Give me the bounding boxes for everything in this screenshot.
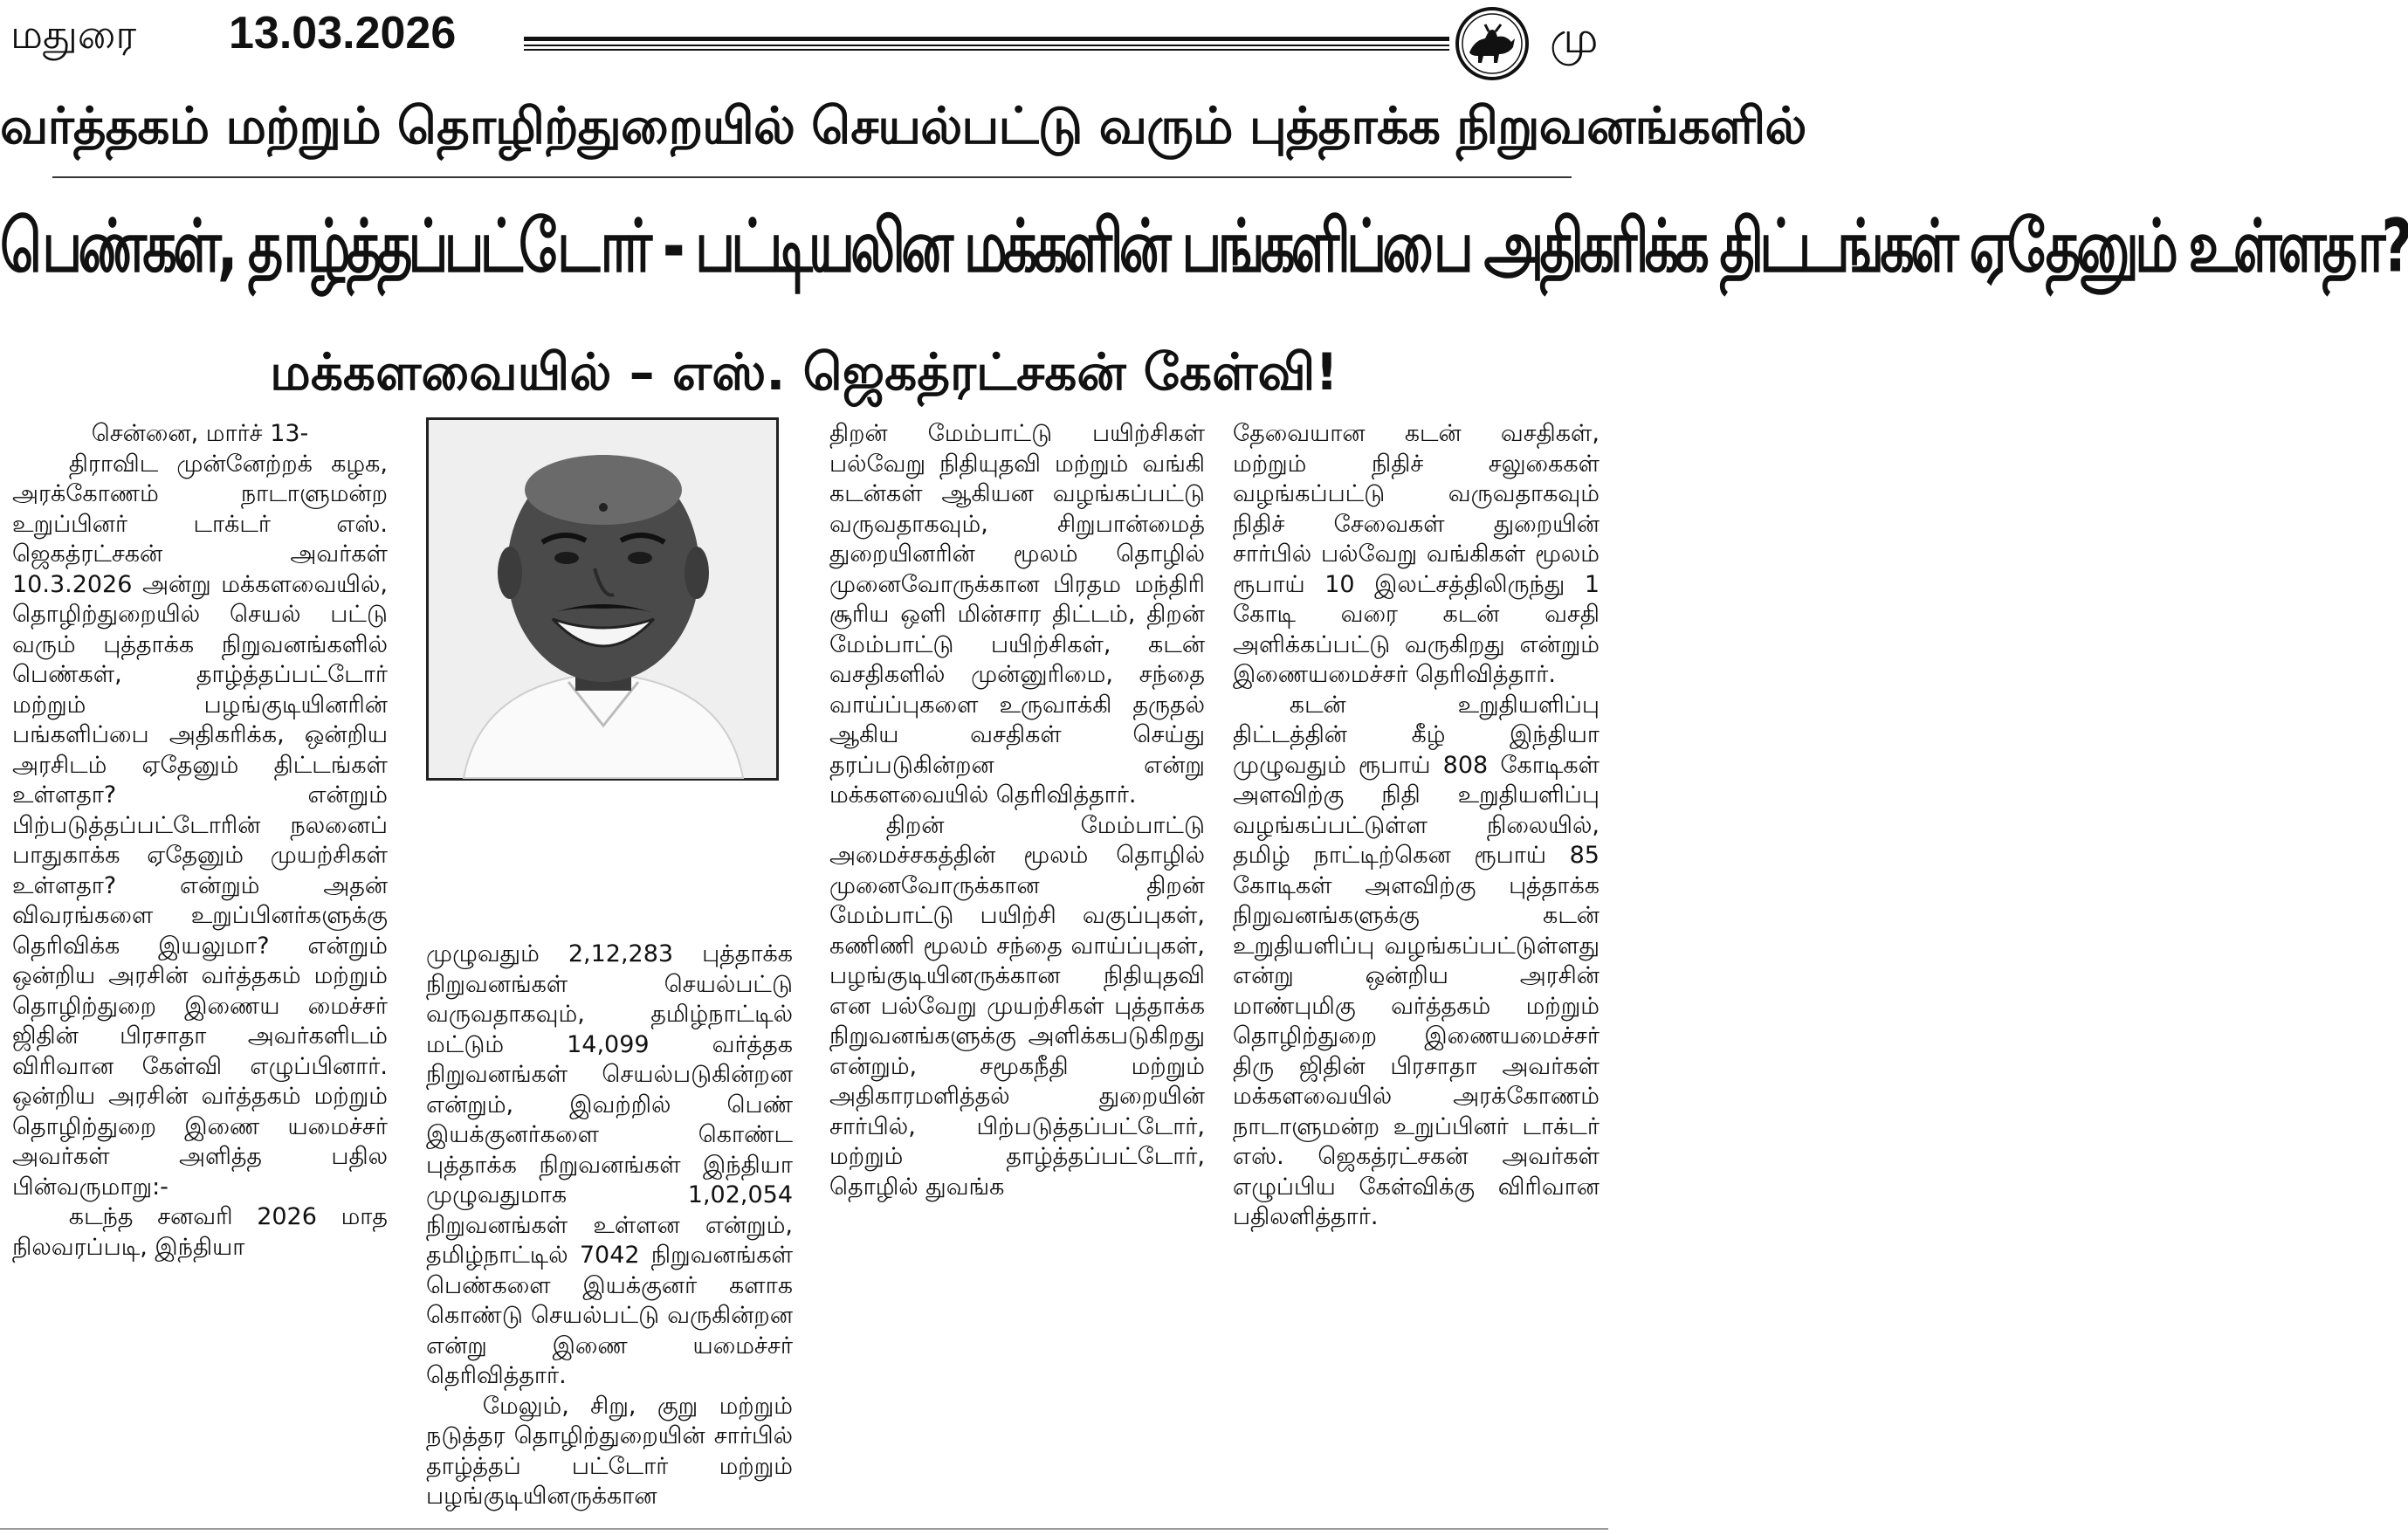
masthead-end-text: மு (1550, 12, 1599, 63)
masthead-rule (524, 37, 1449, 51)
dateline: சென்னை, மார்ச் 13- (91, 420, 309, 447)
paragraph: முழுவதும் 2,12,283 புத்தாக்க நிறுவனங்கள் செயல்பட்டு வருவதாகவும், தமிழ்நாட்டில் மட்டும் 14,099 வர்த்தக நிறுவனங்கள் செயல்படுகின்றன என்றும், இவற்றில் பெண் இயக்குனர்களை கொண்ட புத்தாக்க நிறுவனங்கள் இந்தியா முழுவதுமாக 1,02,054 நிறுவனங்கள் உள்ளன என்றும், தமிழ்நாட்டில் 7042 நிறுவனங்கள் பெண்களை இயக்குனர் களாக கொண்டு செயல்பட்டு வருகின்றன என்று இணை யமைச்சர் தெரிவித்தார். (426, 940, 793, 1389)
paragraph: திறன் மேம்பாட்டு அமைச்சகத்தின் மூலம் தொழில் முனைவோருக்கான திறன் மேம்பாட்டு பயிற்சி வகுப்புகள், கணிணி மூலம் சந்தை வாய்ப்புகள், பழங்குடியினருக்கான நிதியுதவி என பல்வேறு முயற்சிகள் புத்தாக்க நிறுவனங்களுக்கு அளிக்கபடுகிறது என்றும், சமூகநீதி மற்றும் அதிகாரமளித்தல் துறையின் சார்பில், பிற்படுத்தப்பட்டோர், மற்றும் தாழ்த்தப்பட்டோர், தொழில் துவங்க (829, 811, 1205, 1201)
paragraph: தேவையான கடன் வசதிகள், மற்றும் நிதிச் சலுகைகள் வழங்கப்பட்டு வருவதாகவும் நிதிச் சேவைகள் துறையின் சார்பில் பல்வேறு வங்கிகள் மூலம் ரூபாய் 10 இலட்சத்திலிருந்து 1 கோடி வரை கடன் வசதி அளிக்கப்பட்டு வருகிறது என்றும் இணையமைச்சர் தெரிவித்தார். (1233, 420, 1600, 688)
article-column-4 (1233, 419, 1600, 1233)
paragraph: கடன் உறுதியளிப்பு திட்டத்தின் கீழ் இந்தியா முழுவதும் ரூபாய் 808 கோடிகள் அளவிற்கு நிதி உறுதியளிப்பு வழங்கப்பட்டுள்ள நிலையில், தமிழ் நாட்டிற்கென ரூபாய் 85 கோடிகள் அளவிற்கு புத்தாக்க நிறுவனங்களுக்கு கடன் உறுதியளிப்பு வழங்கப்பட்டுள்ளது என்று ஒன்றிய அரசின் மாண்புமிகு வர்த்தகம் மற்றும் தொழிற்துறை இணையமைச்சர் திரு ஜிதின் பிரசாதா அவர்கள் மக்களவையில் அரக்கோணம் நாடாளுமன்ற உறுப்பினர் டாக்டர் எஸ். ஜெகத்ரட்சகன் அவர்கள் எழுப்பிய கேள்விக்கு விரிவான பதிலளித்தார். (1233, 691, 1600, 1230)
article-column-1 (12, 419, 388, 1263)
bottom-rule (0, 1528, 1608, 1530)
headline-line-3: மக்களவையில் – எஸ். ஜெகத்ரட்சகன் கேள்வி! (270, 342, 1338, 402)
paragraph: மேலும், சிறு, குறு மற்றும் நடுத்தர தொழிற்துறையின் சார்பில் தாழ்த்தப் பட்டோர் மற்றும் பழங்குடியினருக்கான (426, 1392, 793, 1510)
headline-line-1: வர்த்தகம் மற்றும் தொழிற்துறையில் செயல்பட்டு வரும் புத்தாக்க நிறுவனங்களில் (0, 96, 1806, 155)
masthead (0, 0, 1608, 87)
portrait-photo (426, 417, 779, 781)
masthead-city: மதுரை (10, 10, 137, 58)
masthead-date: 13.03.2026 (229, 8, 457, 59)
headline-rule (52, 176, 1572, 178)
portrait-illustration (429, 420, 776, 778)
paragraph: கடந்த சனவரி 2026 மாத நிலவரப்படி, இந்தியா (12, 1203, 388, 1261)
paragraph: திராவிட முன்னேற்றக் கழக, அரக்கோணம் நாடாளுமன்ற உறுப்பினர் டாக்டர் எஸ். ஜெகத்ரட்சகன் அவர்கள் 10.3.2026 அன்று மக்களவையில், தொழிற்துறையில் செயல் பட்டு வரும் புத்தாக்க நிறுவனங்களில் பெண்கள், தாழ்த்தப்பட்டோர் மற்றும் பழங்குடியினரின் பங்களிப்பை அதிகரிக்க, ஒன்றிய அரசிடம் ஏதேனும் திட்டங்கள் உள்ளதா? என்றும் பிற்படுத்தப்பட்டோரின் நலனைப் பாதுகாக்க ஏதேனும் முயற்சிகள் உள்ளதா? என்றும் அதன் விவரங்களை உறுப்பினர்களுக்கு தெரிவிக்க இயலுமா? என்றும் ஒன்றிய அரசின் வர்த்தகம் மற்றும் தொழிற்துறை இணைய மைச்சர் ஜிதின் பிரசாதா அவர்களிடம் விரிவான கேள்வி எழுப்பினார். ஒன்றிய அரசின் வர்த்தகம் மற்றும் தொழிற்துறை இணை யமைச்சர் அவர்கள் அளித்த பதில பின்வருமாறு:- (12, 450, 388, 1201)
article-column-3 (829, 419, 1205, 1202)
rising-sun-bull-emblem-icon (1454, 5, 1531, 82)
paragraph: திறன் மேம்பாட்டு பயிற்சிகள் பல்வேறு நிதியுதவி மற்றும் வங்கி கடன்கள் ஆகியன வழங்கப்பட்டு வருவதாகவும், சிறுபான்மைத் துறையினரின் மூலம் தொழில் முனைவோருக்கான பிரதம மந்திரி சூரிய ஒளி மின்சார திட்டம், திறன் மேம்பாட்டு பயிற்சிகள், கடன் வசதிகளில் முன்னுரிமை, சந்தை வாய்ப்புகளை உருவாக்கி தருதல் ஆகிய வசதிகள் செய்து தரப்படுகின்றன என்று மக்களவையில் தெரிவித்தார். (829, 420, 1205, 809)
article-column-2 (426, 940, 793, 1512)
headline-line-2: பெண்கள், தாழ்த்தப்பட்டோர் - பட்டியலின மக்களின் பங்களிப்பை அதிகரிக்க திட்டங்கள் ஏதேனும் உள்ளதா? (0, 203, 2408, 289)
